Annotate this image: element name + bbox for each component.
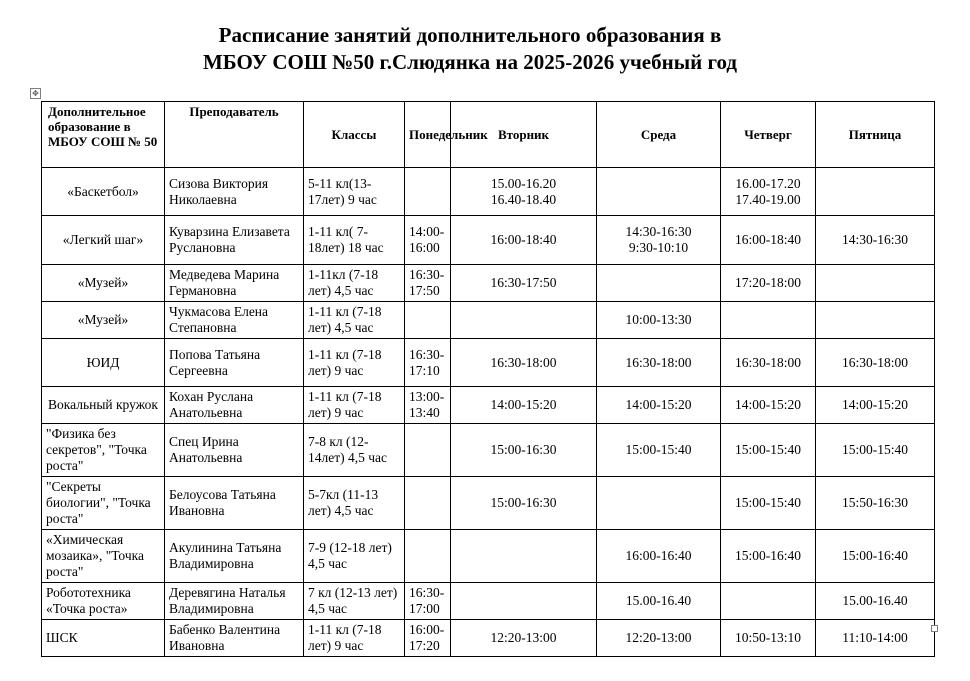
wednesday-cell — [597, 477, 721, 530]
header-friday: Пятница — [816, 102, 935, 168]
friday-cell: 15:00-15:40 — [816, 424, 935, 477]
table-row — [42, 216, 935, 265]
table-resize-handle-icon[interactable] — [931, 625, 938, 632]
wednesday-cell: 10:00-13:30 — [597, 302, 721, 339]
table-move-handle-icon[interactable]: ✥ — [30, 88, 41, 99]
header-wednesday: Среда — [597, 102, 721, 168]
wednesday-cell — [597, 168, 721, 216]
teacher-cell: Сизова Виктория Николаевна — [165, 168, 304, 216]
teacher-cell: Акулинина Татьяна Владимировна — [165, 530, 304, 583]
monday-cell: 16:00-17:20 — [405, 620, 451, 657]
monday-cell: 14:00-16:00 — [405, 216, 451, 265]
title-line-2: МБОУ СОШ №50 г.Слюдянка на 2025-2026 учебный год — [202, 50, 737, 74]
wednesday-cell: 14:00-15:20 — [597, 387, 721, 424]
table-row — [42, 168, 935, 216]
friday-cell: 16:30-18:00 — [816, 339, 935, 387]
thursday-cell — [721, 583, 816, 620]
header-course: Дополнительное образование в МБОУ СОШ № 50 — [42, 102, 165, 168]
tuesday-cell: 16:00-18:40 — [451, 216, 597, 265]
friday-cell — [816, 168, 935, 216]
wednesday-cell: 14:30-16:30 9:30-10:10 — [597, 216, 721, 265]
course-cell: «Легкий шаг» — [42, 216, 165, 265]
thursday-cell: 15:00-16:40 — [721, 530, 816, 583]
tuesday-cell: 15:00-16:30 — [451, 424, 597, 477]
course-cell: «Музей» — [42, 265, 165, 302]
tuesday-cell: 12:20-13:00 — [451, 620, 597, 657]
classes-cell: 1-11 кл (7-18 лет) 9 час — [304, 339, 405, 387]
thursday-cell: 14:00-15:20 — [721, 387, 816, 424]
header-teacher: Преподаватель — [165, 102, 304, 168]
tuesday-cell: 16:30-17:50 — [451, 265, 597, 302]
header-row — [42, 102, 935, 168]
teacher-cell: Спец Ирина Анатольевна — [165, 424, 304, 477]
teacher-cell: Чукмасова Елена Степановна — [165, 302, 304, 339]
schedule-table — [41, 101, 935, 657]
teacher-cell: Кохан Руслана Анатольевна — [165, 387, 304, 424]
table-row — [42, 424, 935, 477]
classes-cell: 1-11 кл (7-18 лет) 9 час — [304, 620, 405, 657]
teacher-cell: Медведева Марина Германовна — [165, 265, 304, 302]
monday-cell — [405, 302, 451, 339]
friday-cell: 14:00-15:20 — [816, 387, 935, 424]
tuesday-cell — [451, 583, 597, 620]
table-row — [42, 583, 935, 620]
thursday-cell — [721, 302, 816, 339]
thursday-cell: 16.00-17.20 17.40-19.00 — [721, 168, 816, 216]
monday-cell — [405, 168, 451, 216]
title-line-1: Расписание занятий дополнительного образования в — [218, 23, 722, 47]
tuesday-cell: 15.00-16.20 16.40-18.40 — [451, 168, 597, 216]
classes-cell: 5-7кл (11-13 лет) 4,5 час — [304, 477, 405, 530]
thursday-cell: 15:00-15:40 — [721, 477, 816, 530]
course-cell: "Секреты биологии", "Точка роста" — [42, 477, 165, 530]
course-cell: «Баскетбол» — [42, 168, 165, 216]
course-cell: «Музей» — [42, 302, 165, 339]
friday-cell — [816, 302, 935, 339]
monday-cell — [405, 424, 451, 477]
teacher-cell: Деревягина Наталья Владимировна — [165, 583, 304, 620]
monday-cell: 16:30-17:50 — [405, 265, 451, 302]
classes-cell: 1-11кл (7-18 лет) 4,5 час — [304, 265, 405, 302]
monday-cell — [405, 477, 451, 530]
tuesday-cell: 15:00-16:30 — [451, 477, 597, 530]
friday-cell: 15.00-16.40 — [816, 583, 935, 620]
wednesday-cell: 12:20-13:00 — [597, 620, 721, 657]
classes-cell: 7-8 кл (12-14лет) 4,5 час — [304, 424, 405, 477]
tuesday-cell — [451, 530, 597, 583]
course-cell: Робототехника «Точка роста» — [42, 583, 165, 620]
table-row — [42, 339, 935, 387]
classes-cell: 1-11 кл (7-18 лет) 9 час — [304, 387, 405, 424]
classes-cell: 1-11 кл( 7-18лет) 18 час — [304, 216, 405, 265]
thursday-cell: 16:00-18:40 — [721, 216, 816, 265]
tuesday-cell — [451, 302, 597, 339]
tuesday-cell: 16:30-18:00 — [451, 339, 597, 387]
classes-cell: 7-9 (12-18 лет) 4,5 час — [304, 530, 405, 583]
teacher-cell: Попова Татьяна Сергеевна — [165, 339, 304, 387]
friday-cell: 14:30-16:30 — [816, 216, 935, 265]
table-row — [42, 620, 935, 657]
thursday-cell: 10:50-13:10 — [721, 620, 816, 657]
monday-cell: 16:30-17:00 — [405, 583, 451, 620]
table-row — [42, 530, 935, 583]
monday-cell: 13:00-13:40 — [405, 387, 451, 424]
table-row — [42, 387, 935, 424]
teacher-cell: Куварзина Елизавета Руслановна — [165, 216, 304, 265]
course-cell: «Химическая мозаика», "Точка роста" — [42, 530, 165, 583]
friday-cell: 11:10-14:00 — [816, 620, 935, 657]
course-cell: ШСК — [42, 620, 165, 657]
table-row — [42, 265, 935, 302]
header-tuesday: Вторник — [451, 102, 597, 168]
monday-cell — [405, 530, 451, 583]
thursday-cell: 17:20-18:00 — [721, 265, 816, 302]
thursday-cell: 15:00-15:40 — [721, 424, 816, 477]
friday-cell: 15:50-16:30 — [816, 477, 935, 530]
wednesday-cell: 16:00-16:40 — [597, 530, 721, 583]
header-thursday: Четверг — [721, 102, 816, 168]
tuesday-cell: 14:00-15:20 — [451, 387, 597, 424]
monday-cell: 16:30-17:10 — [405, 339, 451, 387]
wednesday-cell: 16:30-18:00 — [597, 339, 721, 387]
teacher-cell: Белоусова Татьяна Ивановна — [165, 477, 304, 530]
friday-cell: 15:00-16:40 — [816, 530, 935, 583]
thursday-cell: 16:30-18:00 — [721, 339, 816, 387]
teacher-cell: Бабенко Валентина Ивановна — [165, 620, 304, 657]
course-cell: "Физика без секретов", "Точка роста" — [42, 424, 165, 477]
wednesday-cell: 15:00-15:40 — [597, 424, 721, 477]
classes-cell: 7 кл (12-13 лет) 4,5 час — [304, 583, 405, 620]
table-row — [42, 477, 935, 530]
friday-cell — [816, 265, 935, 302]
course-cell: ЮИД — [42, 339, 165, 387]
page-title — [100, 22, 840, 76]
wednesday-cell — [597, 265, 721, 302]
wednesday-cell: 15.00-16.40 — [597, 583, 721, 620]
table-row — [42, 302, 935, 339]
header-monday: Понедельник — [405, 102, 451, 168]
course-cell: Вокальный кружок — [42, 387, 165, 424]
header-classes: Классы — [304, 102, 405, 168]
classes-cell: 5-11 кл(13-17лет) 9 час — [304, 168, 405, 216]
classes-cell: 1-11 кл (7-18 лет) 4,5 час — [304, 302, 405, 339]
